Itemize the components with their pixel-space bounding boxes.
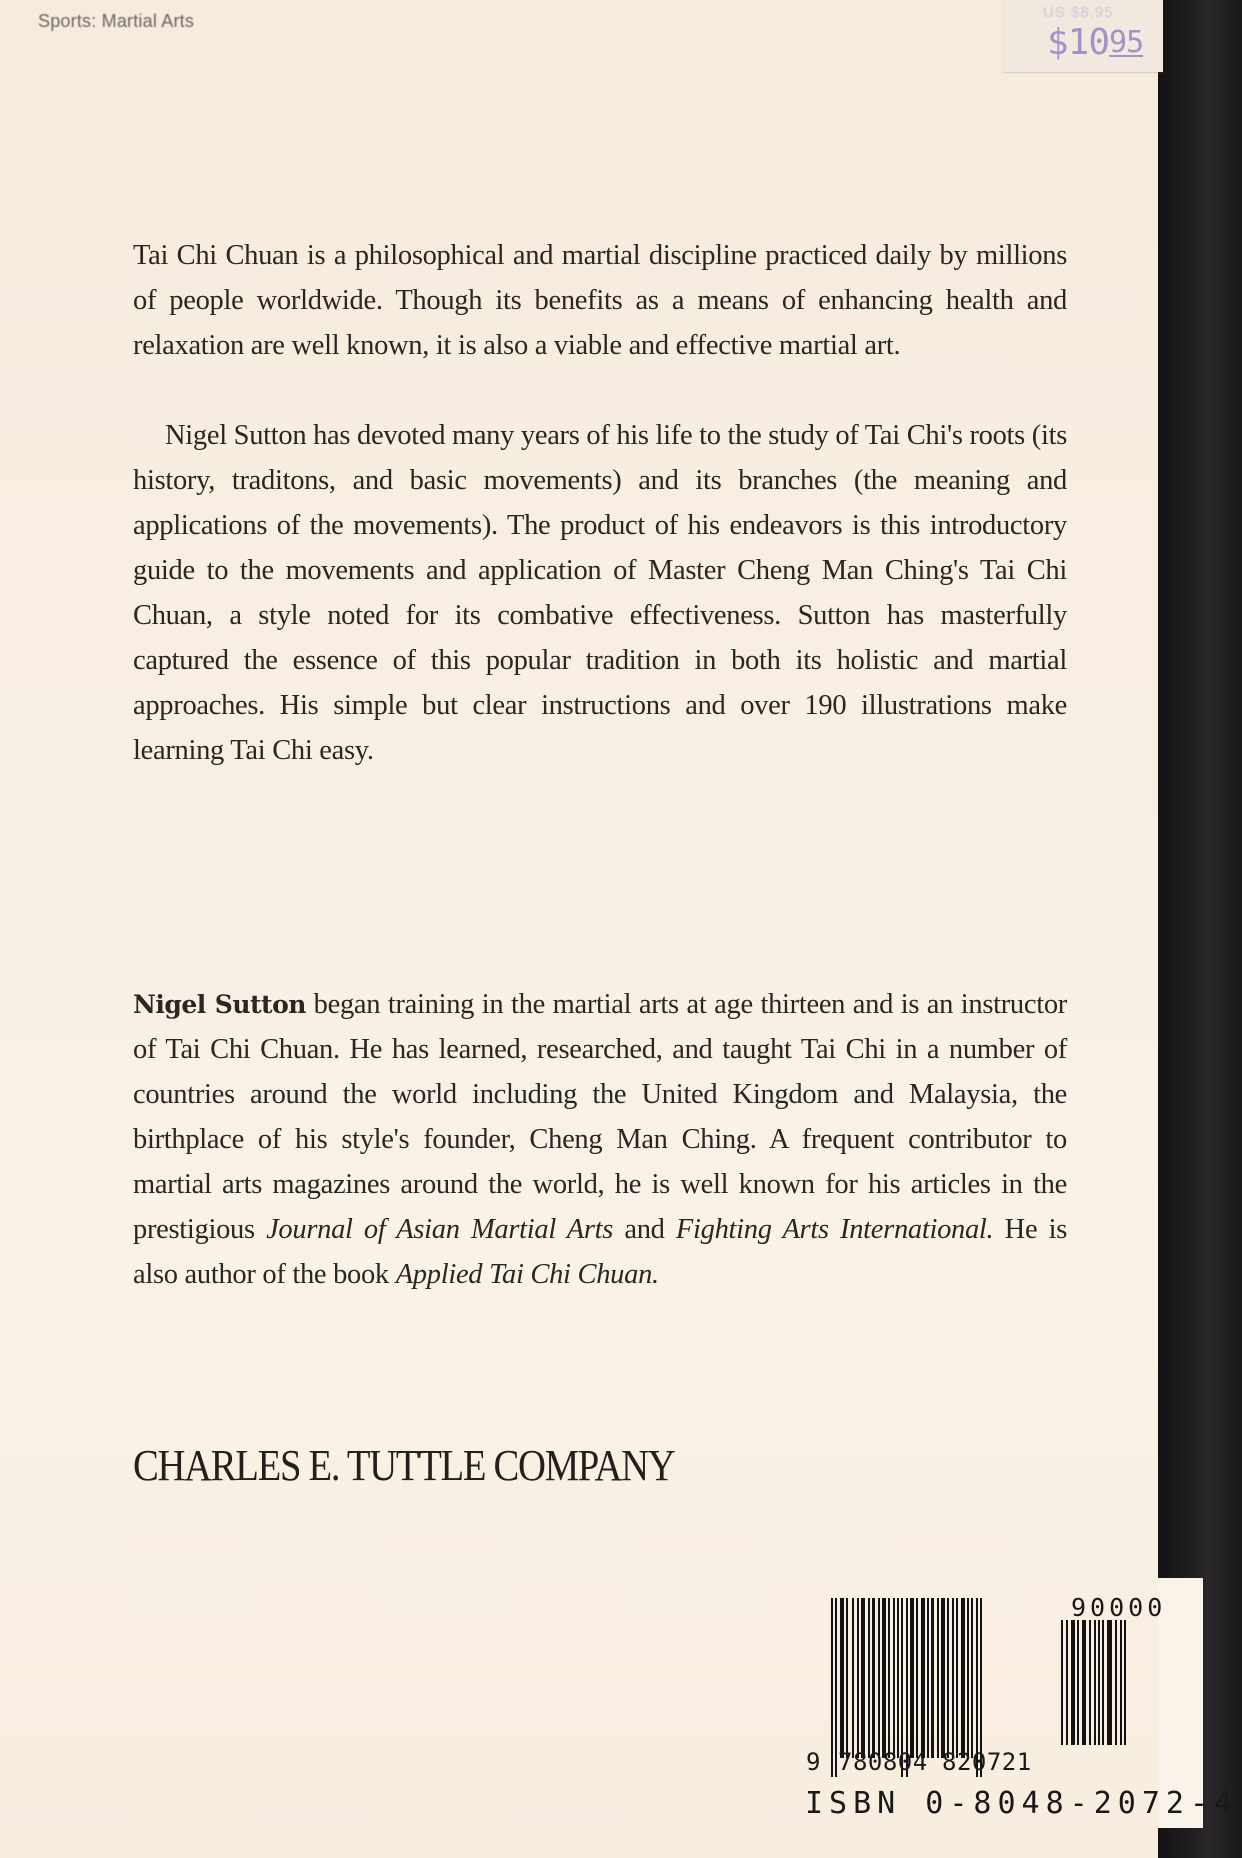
barcode-bar	[961, 1598, 965, 1758]
journal-title-1: Journal of Asian Martial Arts	[266, 1214, 614, 1245]
publisher-name: CHARLES E. TUTTLE COMPANY	[133, 1441, 675, 1490]
original-price: US $8.95	[1043, 4, 1114, 21]
barcode-bar	[1115, 1620, 1117, 1745]
barcode-bar	[846, 1598, 848, 1758]
barcode-bar	[1082, 1620, 1086, 1745]
barcode-bar	[952, 1598, 954, 1758]
barcode-bar	[1094, 1620, 1096, 1745]
author-name: Nigel Sutton	[133, 990, 306, 1019]
barcode-bar	[835, 1598, 837, 1777]
barcode-bar	[1098, 1620, 1100, 1745]
barcode-right-digits: 820721	[942, 1748, 1032, 1776]
barcode-bar	[1089, 1620, 1091, 1745]
barcode-bar	[916, 1598, 918, 1758]
price-addon-barcode	[1061, 1620, 1165, 1745]
category-label: Sports: Martial Arts	[38, 11, 195, 31]
barcode-bar	[1066, 1620, 1068, 1745]
isbn-barcode	[831, 1598, 1041, 1758]
book-title: Applied Tai Chi Chuan.	[395, 1259, 659, 1290]
price-sticker	[1003, 0, 1163, 72]
barcode-bar	[931, 1598, 934, 1758]
barcode-bar	[1120, 1620, 1122, 1745]
barcode-bar	[882, 1598, 886, 1758]
price-dollars: $10	[1047, 22, 1110, 63]
barcode-bar	[910, 1598, 914, 1758]
barcode-bar	[1061, 1620, 1063, 1745]
barcode-bar	[947, 1598, 949, 1758]
barcode-bar	[941, 1598, 945, 1758]
barcode-bar	[921, 1598, 925, 1758]
barcode-bar	[1077, 1620, 1079, 1745]
journal-title-2: Fighting Arts International.	[675, 1214, 994, 1245]
barcode-bar	[971, 1598, 973, 1758]
description-paragraph-1: Tai Chi Chuan is a philosophical and martial discipline practiced daily by millions of people worldwide. Though its benefits as a means of enhancing health and relaxation are well known, it is also a viable and effective martial art.	[133, 240, 1067, 361]
author-bio: Nigel Sutton began training in the martial arts at age thirteen and is an instructor of Tai Chi Chuan. He has learned, researched, and taught Tai Chi in a number of countries around the world including the United Kingdom and Malaysia, the birthplace of his style's founder, Cheng Man Ching. A frequent contributor to martial arts magazines around the world, he is well known for his articles in the prestigious Journal of Asian Martial Arts and Fighting Arts International. He is also author of the book Applied Tai Chi Chuan.	[133, 989, 1067, 1290]
barcode-bar	[1107, 1620, 1112, 1745]
barcode-bar	[967, 1598, 969, 1758]
barcode-bar	[927, 1598, 929, 1758]
barcode-bar	[888, 1598, 890, 1758]
addon-digits: 90000	[1071, 1593, 1167, 1622]
description-paragraph-2: Nigel Sutton has devoted many years of his life to the study of Tai Chi's roots (its history, traditons, and basic movements) and its branches (the meaning and applications of the movements). The product of his endeavors is this introductory guide to the movements and application of Master Cheng Man Ching's Tai Chi Chuan, a style noted for its combative effectiveness. Sutton has masterfully captured the essence of this popular tradition in both its holistic and martial approaches. His simple but clear instructions and over 190 illustrations make learning Tai Chi easy.	[133, 420, 1067, 766]
isbn-number: ISBN 0-8048-2072-4	[805, 1786, 1239, 1821]
barcode-bar	[878, 1598, 880, 1758]
barcode-bar	[852, 1598, 854, 1758]
barcode-bar	[897, 1598, 899, 1758]
barcode-bar	[893, 1598, 895, 1758]
price-cents: 95	[1109, 25, 1144, 60]
barcode-bar	[956, 1598, 958, 1758]
barcode-bar	[868, 1598, 870, 1758]
barcode-bar	[861, 1598, 865, 1758]
sticker-price	[1047, 24, 1143, 62]
barcode-first-digit: 9	[806, 1748, 821, 1776]
barcode-bar	[872, 1598, 875, 1758]
barcode-bar	[831, 1598, 833, 1777]
barcode-bar	[857, 1598, 859, 1758]
barcode-bar	[1071, 1620, 1075, 1745]
barcode-bar	[1102, 1620, 1104, 1745]
barcode-bar	[1124, 1620, 1126, 1745]
barcode-left-digits: 780804	[838, 1748, 928, 1776]
barcode-bar	[937, 1598, 939, 1758]
barcode-bar	[840, 1598, 844, 1758]
